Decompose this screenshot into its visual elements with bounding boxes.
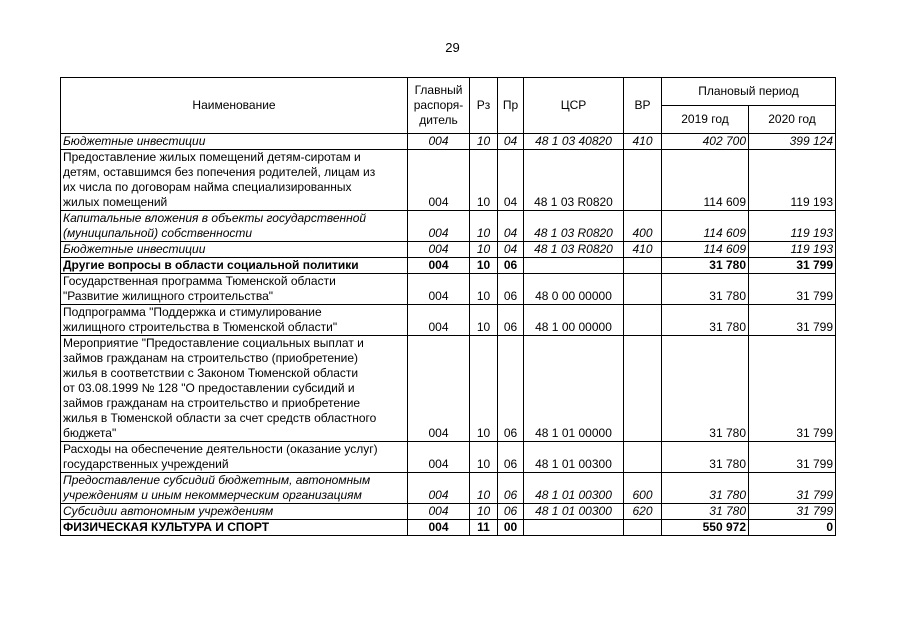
cell-2019: 31 780 bbox=[662, 336, 749, 442]
table-row bbox=[61, 442, 836, 473]
cell-2019: 31 780 bbox=[662, 258, 749, 274]
cell-2019: 402 700 bbox=[662, 134, 749, 150]
cell-rz: 10 bbox=[470, 473, 498, 504]
header-year-2019: 2019 год bbox=[662, 106, 749, 134]
cell-vr bbox=[624, 305, 662, 336]
cell-csr: 48 1 01 00300 bbox=[524, 504, 624, 520]
table-row bbox=[61, 134, 836, 150]
header-plan-period: Плановый период bbox=[662, 78, 836, 106]
header-vr: ВР bbox=[624, 78, 662, 134]
cell-name: Предоставление жилых помещений детям-сиротам и детям, оставшимся без попечения родителей, лицам из их числа по договорам найма специализированных жилых помещений bbox=[61, 150, 408, 211]
cell-main-admin: 004 bbox=[408, 258, 470, 274]
cell-name: Бюджетные инвестиции bbox=[61, 134, 408, 150]
cell-2019: 114 609 bbox=[662, 150, 749, 211]
table-row bbox=[61, 274, 836, 305]
cell-2019: 31 780 bbox=[662, 442, 749, 473]
header-main-admin: Главный распоря- дитель bbox=[408, 78, 470, 134]
cell-pr: 00 bbox=[498, 520, 524, 536]
cell-2020: 119 193 bbox=[749, 211, 836, 242]
cell-2019: 31 780 bbox=[662, 274, 749, 305]
cell-2020: 0 bbox=[749, 520, 836, 536]
table-row bbox=[61, 504, 836, 520]
budget-table bbox=[60, 77, 836, 536]
cell-vr: 400 bbox=[624, 211, 662, 242]
cell-pr: 04 bbox=[498, 242, 524, 258]
cell-pr: 06 bbox=[498, 473, 524, 504]
cell-csr: 48 1 01 00300 bbox=[524, 473, 624, 504]
cell-csr: 48 0 00 00000 bbox=[524, 274, 624, 305]
cell-csr: 48 1 01 00300 bbox=[524, 442, 624, 473]
table-row bbox=[61, 211, 836, 242]
cell-rz: 11 bbox=[470, 520, 498, 536]
table-row bbox=[61, 520, 836, 536]
header-year-2020: 2020 год bbox=[749, 106, 836, 134]
cell-pr: 06 bbox=[498, 336, 524, 442]
cell-rz: 10 bbox=[470, 305, 498, 336]
cell-pr: 06 bbox=[498, 305, 524, 336]
header-csr: ЦСР bbox=[524, 78, 624, 134]
cell-pr: 04 bbox=[498, 211, 524, 242]
table-row bbox=[61, 305, 836, 336]
cell-csr: 48 1 03 R0820 bbox=[524, 242, 624, 258]
page-number: 29 bbox=[445, 40, 460, 55]
cell-rz: 10 bbox=[470, 258, 498, 274]
cell-main-admin: 004 bbox=[408, 150, 470, 211]
cell-2020: 31 799 bbox=[749, 473, 836, 504]
cell-rz: 10 bbox=[470, 442, 498, 473]
cell-vr bbox=[624, 442, 662, 473]
cell-csr: 48 1 01 00000 bbox=[524, 336, 624, 442]
cell-2020: 399 124 bbox=[749, 134, 836, 150]
header-rz: Рз bbox=[470, 78, 498, 134]
cell-csr bbox=[524, 520, 624, 536]
cell-csr: 48 1 03 R0820 bbox=[524, 211, 624, 242]
cell-rz: 10 bbox=[470, 211, 498, 242]
cell-name: Бюджетные инвестиции bbox=[61, 242, 408, 258]
cell-pr: 04 bbox=[498, 150, 524, 211]
cell-2019: 550 972 bbox=[662, 520, 749, 536]
cell-main-admin: 004 bbox=[408, 336, 470, 442]
cell-pr: 06 bbox=[498, 258, 524, 274]
cell-csr bbox=[524, 258, 624, 274]
cell-name: Другие вопросы в области социальной политики bbox=[61, 258, 408, 274]
table-row bbox=[61, 242, 836, 258]
cell-vr: 600 bbox=[624, 473, 662, 504]
cell-name: Мероприятие "Предоставление социальных выплат и займов гражданам на строительство (приобретение) жилья в соответствии с Законом Тюменской области от 03.08.1999 № 128 "О предоставлении субсидий и займов гражданам на строительство и приобретение жилья в Тюменской области за счет средств областного бюджета" bbox=[61, 336, 408, 442]
table-row bbox=[61, 473, 836, 504]
cell-main-admin: 004 bbox=[408, 134, 470, 150]
cell-vr: 620 bbox=[624, 504, 662, 520]
cell-rz: 10 bbox=[470, 504, 498, 520]
cell-2019: 114 609 bbox=[662, 242, 749, 258]
cell-2020: 31 799 bbox=[749, 305, 836, 336]
cell-2020: 31 799 bbox=[749, 442, 836, 473]
cell-2020: 31 799 bbox=[749, 504, 836, 520]
cell-main-admin: 004 bbox=[408, 442, 470, 473]
cell-name: Капитальные вложения в объекты государственной (муниципальной) собственности bbox=[61, 211, 408, 242]
cell-pr: 06 bbox=[498, 274, 524, 305]
cell-pr: 06 bbox=[498, 442, 524, 473]
cell-main-admin: 004 bbox=[408, 473, 470, 504]
table-row bbox=[61, 336, 836, 442]
cell-vr bbox=[624, 258, 662, 274]
cell-name: Подпрограмма "Поддержка и стимулирование жилищного строительства в Тюменской области" bbox=[61, 305, 408, 336]
cell-2020: 31 799 bbox=[749, 274, 836, 305]
cell-2020: 119 193 bbox=[749, 242, 836, 258]
cell-vr bbox=[624, 520, 662, 536]
cell-2019: 31 780 bbox=[662, 473, 749, 504]
cell-pr: 04 bbox=[498, 134, 524, 150]
cell-2020: 119 193 bbox=[749, 150, 836, 211]
cell-name: Предоставление субсидий бюджетным, автономным учреждениям и иным некоммерческим организациям bbox=[61, 473, 408, 504]
cell-main-admin: 004 bbox=[408, 504, 470, 520]
cell-vr bbox=[624, 336, 662, 442]
cell-main-admin: 004 bbox=[408, 305, 470, 336]
cell-2019: 114 609 bbox=[662, 211, 749, 242]
cell-name: ФИЗИЧЕСКАЯ КУЛЬТУРА И СПОРТ bbox=[61, 520, 408, 536]
cell-csr: 48 1 03 40820 bbox=[524, 134, 624, 150]
cell-main-admin: 004 bbox=[408, 520, 470, 536]
header-pr: Пр bbox=[498, 78, 524, 134]
cell-csr: 48 1 00 00000 bbox=[524, 305, 624, 336]
cell-vr: 410 bbox=[624, 242, 662, 258]
cell-2020: 31 799 bbox=[749, 258, 836, 274]
cell-csr: 48 1 03 R0820 bbox=[524, 150, 624, 211]
cell-rz: 10 bbox=[470, 274, 498, 305]
cell-pr: 06 bbox=[498, 504, 524, 520]
header-name: Наименование bbox=[61, 78, 408, 134]
cell-name: Субсидии автономным учреждениям bbox=[61, 504, 408, 520]
cell-rz: 10 bbox=[470, 336, 498, 442]
cell-2019: 31 780 bbox=[662, 305, 749, 336]
table-row bbox=[61, 150, 836, 211]
cell-rz: 10 bbox=[470, 150, 498, 211]
cell-name: Расходы на обеспечение деятельности (оказание услуг) государственных учреждений bbox=[61, 442, 408, 473]
table-row bbox=[61, 258, 836, 274]
cell-vr bbox=[624, 150, 662, 211]
cell-rz: 10 bbox=[470, 134, 498, 150]
cell-main-admin: 004 bbox=[408, 242, 470, 258]
cell-vr: 410 bbox=[624, 134, 662, 150]
cell-2019: 31 780 bbox=[662, 504, 749, 520]
cell-name: Государственная программа Тюменской области "Развитие жилищного строительства" bbox=[61, 274, 408, 305]
cell-main-admin: 004 bbox=[408, 274, 470, 305]
table-body bbox=[61, 134, 836, 536]
cell-2020: 31 799 bbox=[749, 336, 836, 442]
cell-main-admin: 004 bbox=[408, 211, 470, 242]
cell-rz: 10 bbox=[470, 242, 498, 258]
cell-vr bbox=[624, 274, 662, 305]
